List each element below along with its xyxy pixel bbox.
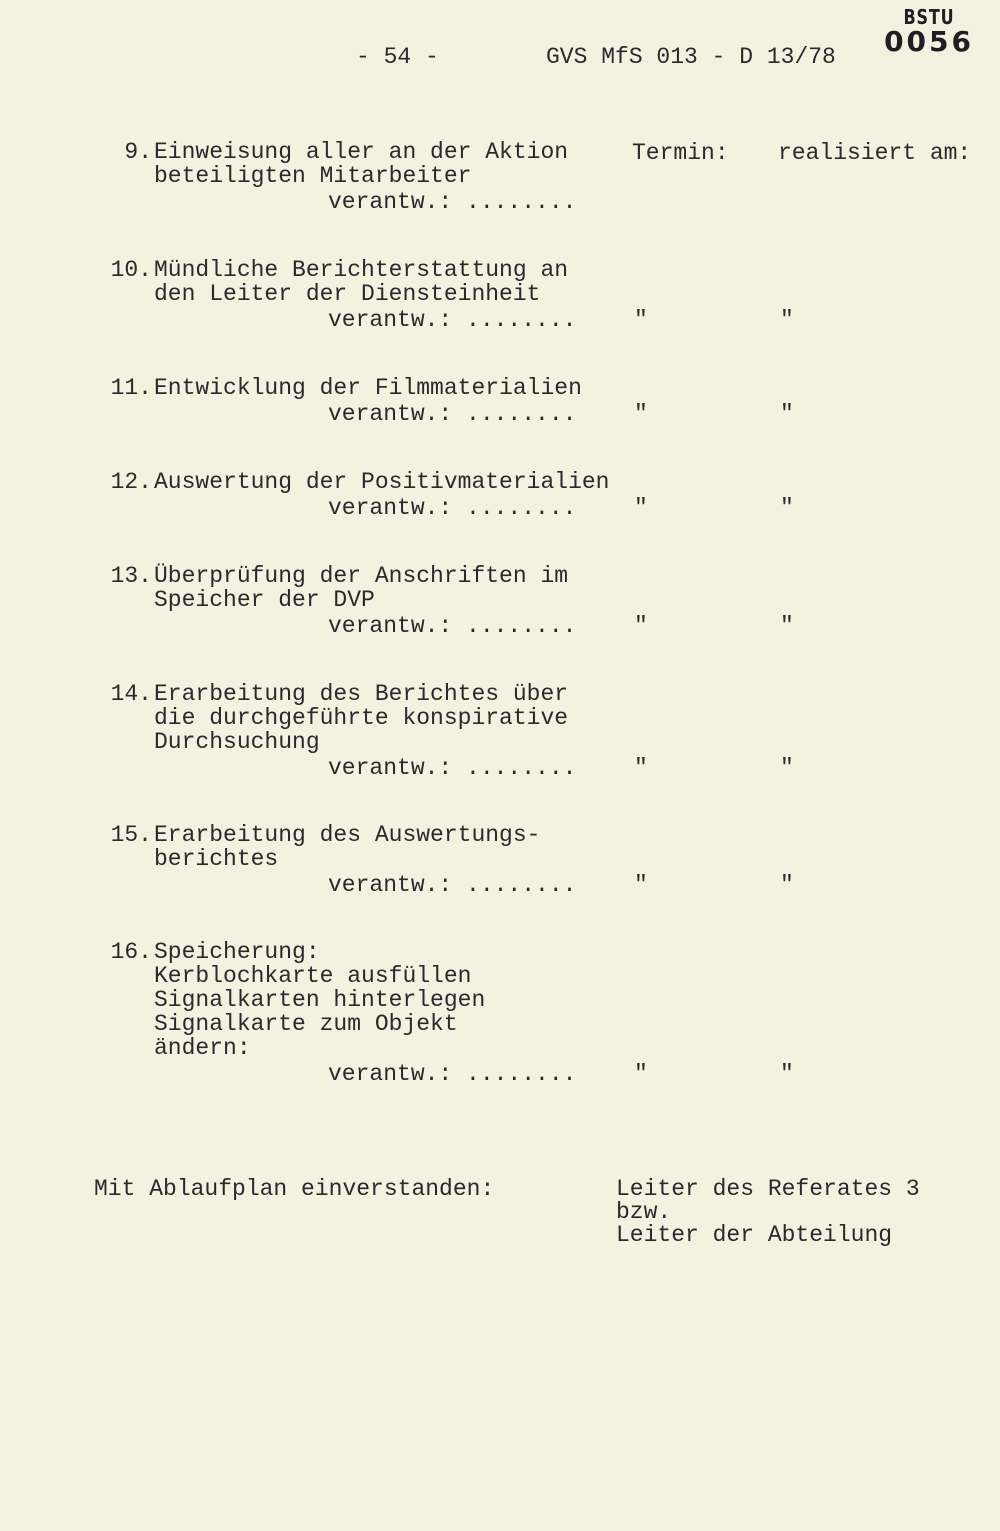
ditto-mark: " — [780, 755, 794, 781]
column-head-termin: Termin: — [632, 140, 729, 166]
task-text-line: Kerblochkarte ausfüllen — [154, 963, 472, 989]
task-text-line: beteiligten Mitarbeiter — [154, 163, 472, 189]
column-head-realisiert: realisiert am: — [778, 140, 972, 166]
responsible-field: verantw.: ........ — [328, 613, 577, 639]
ditto-mark: " — [780, 613, 794, 639]
task-text-line: Speicher der DVP — [154, 587, 375, 613]
ditto-mark: " — [780, 872, 794, 898]
task-item — [96, 939, 976, 1087]
task-item — [96, 375, 976, 427]
document-reference: GVS MfS 013 - D 13/78 — [546, 44, 836, 70]
ditto-mark: " — [634, 1061, 648, 1087]
task-text-line: Erarbeitung des Berichtes über — [154, 681, 569, 707]
task-number: 13. — [110, 563, 152, 589]
page-number: - 54 - — [356, 44, 439, 70]
ditto-mark: " — [634, 613, 648, 639]
task-number: 10. — [110, 257, 152, 283]
task-text-line: Einweisung aller an der Aktion — [154, 139, 569, 165]
ditto-mark: " — [780, 1061, 794, 1087]
responsible-field: verantw.: ........ — [328, 495, 577, 521]
responsible-field: verantw.: ........ — [328, 755, 577, 781]
signatory-block — [616, 1178, 920, 1247]
stamp-line-1: BSTU — [903, 5, 955, 29]
task-number: 14. — [110, 681, 152, 707]
task-item — [96, 469, 976, 521]
responsible-field: verantw.: ........ — [328, 307, 577, 333]
task-number: 12. — [110, 469, 152, 495]
signatory-line: Leiter des Referates 3 — [616, 1176, 920, 1202]
task-number: 16. — [110, 939, 152, 965]
task-text-line: Durchsuchung — [154, 729, 320, 755]
task-text-line: den Leiter der Diensteinheit — [154, 281, 541, 307]
ditto-mark: " — [634, 307, 648, 333]
task-text-line: Mündliche Berichterstattung an — [154, 257, 569, 283]
signatory-line: bzw. — [616, 1199, 672, 1225]
task-text-line: die durchgeführte konspirative — [154, 705, 569, 731]
archive-stamp — [884, 6, 974, 56]
ditto-mark: " — [634, 872, 648, 898]
ditto-mark: " — [780, 401, 794, 427]
signatory-line: Leiter der Abteilung — [616, 1222, 893, 1248]
responsible-field: verantw.: ........ — [328, 1061, 577, 1087]
task-text-line: Signalkarte zum Objekt — [154, 1011, 458, 1037]
task-text-line: Erarbeitung des Auswertungs- — [154, 822, 541, 848]
task-text-line: Auswertung der Positivmaterialien — [154, 469, 610, 495]
task-text-line: berichtes — [154, 846, 279, 872]
task-number: 15. — [110, 822, 152, 848]
task-text-line: Entwicklung der Filmmaterialien — [154, 375, 582, 401]
task-number: 9. — [124, 139, 152, 165]
task-text-line: Signalkarten hinterlegen — [154, 987, 486, 1013]
ditto-mark: " — [634, 755, 648, 781]
task-number: 11. — [110, 375, 152, 401]
ditto-mark: " — [634, 401, 648, 427]
task-item — [96, 563, 976, 639]
task-text-line: ändern: — [154, 1035, 251, 1061]
ditto-mark: " — [634, 495, 648, 521]
ditto-mark: " — [780, 307, 794, 333]
stamp-line-2: 0056 — [884, 25, 974, 58]
responsible-field: verantw.: ........ — [328, 189, 577, 215]
task-item — [96, 139, 976, 215]
task-item — [96, 257, 976, 333]
responsible-field: verantw.: ........ — [328, 872, 577, 898]
task-text-line: Überprüfung der Anschriften im — [154, 563, 569, 589]
task-item — [96, 822, 976, 898]
approval-label: Mit Ablaufplan einverstanden: — [94, 1176, 495, 1202]
task-item — [96, 681, 976, 781]
task-text-line: Speicherung: — [154, 939, 320, 965]
ditto-mark: " — [780, 495, 794, 521]
responsible-field: verantw.: ........ — [328, 401, 577, 427]
